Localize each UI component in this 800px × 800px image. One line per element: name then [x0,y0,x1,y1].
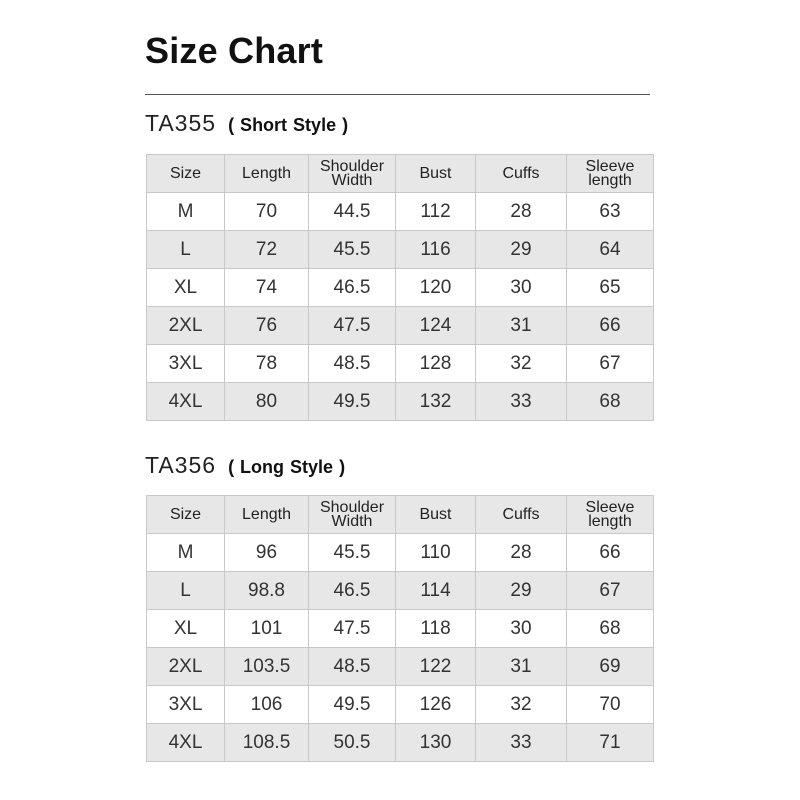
table-row [147,610,654,648]
header-text: Length [242,505,291,523]
header-text: Size [169,164,202,182]
header-sleeve-length [567,496,654,534]
section-heading-long-style [145,452,345,479]
cell-bust: 120 [396,269,476,307]
table-header-row [147,155,654,193]
cell-length: 101 [225,610,309,648]
cell-size: L [147,231,225,269]
table-row [147,231,654,269]
cell-sleeve-length: 63 [567,193,654,231]
cell-sleeve-length: 66 [567,534,654,572]
cell-sleeve-length: 68 [567,383,654,421]
cell-cuffs: 29 [476,231,567,269]
cell-length: 96 [225,534,309,572]
cell-cuffs: 30 [476,610,567,648]
cell-cuffs: 33 [476,724,567,762]
header-length [225,496,309,534]
header-cuffs [476,496,567,534]
cell-sleeve-length: 65 [567,269,654,307]
table-row [147,269,654,307]
cell-shoulder-width: 47.5 [309,307,396,345]
cell-size: XL [147,610,225,648]
table-row [147,534,654,572]
table-row [147,193,654,231]
cell-length: 72 [225,231,309,269]
header-text: Bust [419,505,452,523]
cell-cuffs: 33 [476,383,567,421]
header-text: Size [169,505,202,523]
cell-cuffs: 31 [476,648,567,686]
cell-bust: 114 [396,572,476,610]
header-shoulder-width [309,496,396,534]
cell-length: 106 [225,686,309,724]
cell-bust: 110 [396,534,476,572]
cell-length: 80 [225,383,309,421]
cell-cuffs: 28 [476,193,567,231]
cell-sleeve-length: 70 [567,686,654,724]
cell-shoulder-width: 45.5 [309,534,396,572]
cell-bust: 130 [396,724,476,762]
cell-bust: 112 [396,193,476,231]
cell-bust: 116 [396,231,476,269]
cell-cuffs: 31 [476,307,567,345]
cell-sleeve-length: 67 [567,572,654,610]
cell-shoulder-width: 48.5 [309,345,396,383]
cell-size: 4XL [147,724,225,762]
cell-size: 2XL [147,648,225,686]
cell-size: 3XL [147,686,225,724]
cell-sleeve-length: 66 [567,307,654,345]
table-row [147,383,654,421]
table-row [147,686,654,724]
cell-sleeve-length: 68 [567,610,654,648]
cell-shoulder-width: 46.5 [309,572,396,610]
size-table-short-style [146,154,654,421]
cell-size: L [147,572,225,610]
header-text: Sleeve [585,498,635,516]
header-text: length [588,171,632,189]
cell-shoulder-width: 49.5 [309,686,396,724]
cell-cuffs: 28 [476,534,567,572]
table-row [147,572,654,610]
cell-shoulder-width: 47.5 [309,610,396,648]
header-text: Width [331,512,373,530]
header-text: length [588,512,632,530]
cell-shoulder-width: 45.5 [309,231,396,269]
header-text: Sleeve [585,157,635,175]
table-row [147,307,654,345]
header-text: Bust [419,164,452,182]
cell-size: 3XL [147,345,225,383]
style-label: ( Long Style ) [228,457,346,477]
cell-size: M [147,193,225,231]
cell-cuffs: 32 [476,686,567,724]
header-shoulder-width [309,155,396,193]
cell-length: 70 [225,193,309,231]
cell-cuffs: 29 [476,572,567,610]
cell-sleeve-length: 69 [567,648,654,686]
product-code: TA355 [145,110,217,136]
product-code: TA356 [145,452,217,478]
header-size [147,155,225,193]
table-row [147,724,654,762]
cell-length: 78 [225,345,309,383]
cell-sleeve-length: 64 [567,231,654,269]
cell-size: 2XL [147,307,225,345]
cell-shoulder-width: 49.5 [309,383,396,421]
cell-length: 98.8 [225,572,309,610]
header-text: Width [331,171,373,189]
cell-shoulder-width: 46.5 [309,269,396,307]
header-cuffs [476,155,567,193]
header-text: Cuffs [502,164,540,182]
header-text: Cuffs [502,505,540,523]
cell-cuffs: 30 [476,269,567,307]
table-row [147,345,654,383]
table-header-row [147,496,654,534]
cell-bust: 126 [396,686,476,724]
table-row [147,648,654,686]
cell-sleeve-length: 67 [567,345,654,383]
cell-sleeve-length: 71 [567,724,654,762]
title-divider [145,94,650,95]
cell-length: 103.5 [225,648,309,686]
header-bust [396,496,476,534]
cell-bust: 122 [396,648,476,686]
header-text: Shoulder [319,157,385,175]
cell-shoulder-width: 50.5 [309,724,396,762]
cell-length: 76 [225,307,309,345]
cell-shoulder-width: 48.5 [309,648,396,686]
style-label: ( Short Style ) [228,115,349,135]
cell-bust: 124 [396,307,476,345]
header-sleeve-length [567,155,654,193]
header-text: Length [242,164,291,182]
cell-bust: 132 [396,383,476,421]
cell-shoulder-width: 44.5 [309,193,396,231]
cell-length: 74 [225,269,309,307]
cell-size: M [147,534,225,572]
cell-size: 4XL [147,383,225,421]
header-text: Shoulder [319,498,385,516]
section-heading-short-style [145,110,348,137]
header-size [147,496,225,534]
cell-cuffs: 32 [476,345,567,383]
cell-size: XL [147,269,225,307]
page-title: Size Chart [145,30,324,71]
header-bust [396,155,476,193]
cell-length: 108.5 [225,724,309,762]
cell-bust: 128 [396,345,476,383]
cell-bust: 118 [396,610,476,648]
header-length [225,155,309,193]
size-table-long-style [146,495,654,762]
